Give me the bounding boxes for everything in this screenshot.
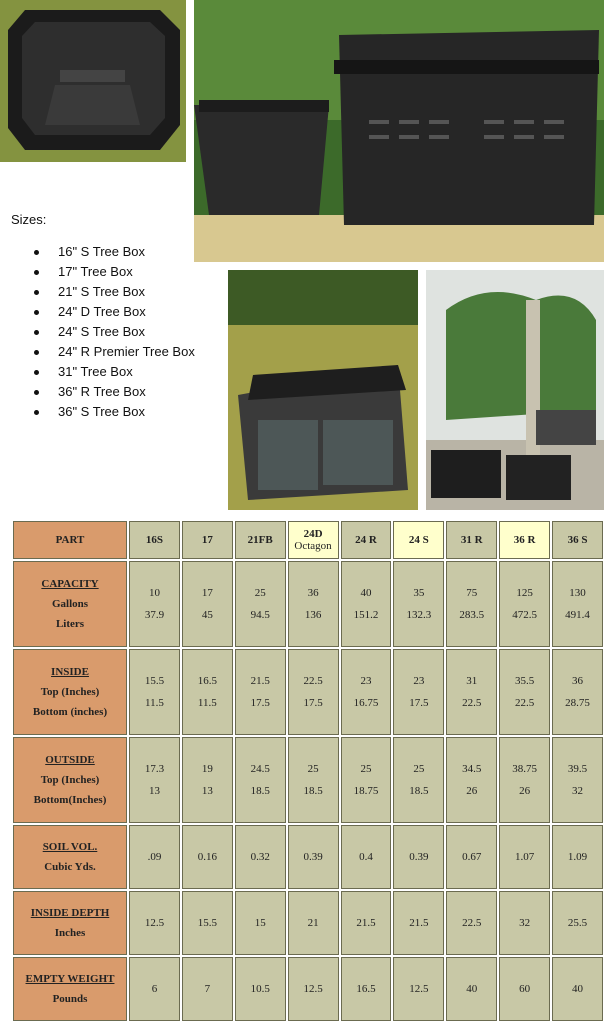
column-header: 21FB xyxy=(235,521,286,559)
tree-boxes-side-view-photo xyxy=(194,0,604,262)
list-item: 36" S Tree Box xyxy=(0,402,195,422)
table-cell: .09 xyxy=(129,825,180,889)
table-cell: 21.5 xyxy=(393,891,444,955)
table-cell: 40 xyxy=(552,957,603,1021)
table-cell: 39.5 32 xyxy=(552,737,603,823)
table-cell: 7 xyxy=(182,957,233,1021)
table-cell: 12.5 xyxy=(129,891,180,955)
tree-box-spec-table xyxy=(11,519,605,1023)
table-cell: 0.39 xyxy=(393,825,444,889)
tree-box-top-view-photo xyxy=(0,0,186,162)
row-sublabel: Top (Inches) xyxy=(40,686,100,698)
table-cell: 16.5 11.5 xyxy=(182,649,233,735)
table-row-depth xyxy=(13,891,603,955)
table-cell: 15 xyxy=(235,891,286,955)
table-cell: 22.5 xyxy=(446,891,497,955)
table-cell: 32 xyxy=(499,891,550,955)
table-cell: 36 28.75 xyxy=(552,649,603,735)
list-item: 24" R Premier Tree Box xyxy=(0,342,195,362)
row-sublabel: Liters xyxy=(55,618,85,630)
row-heading: OUTSIDE xyxy=(45,754,95,766)
table-cell: 12.5 xyxy=(288,957,339,1021)
column-header-24d xyxy=(288,521,339,559)
table-cell: 0.39 xyxy=(288,825,339,889)
weight-label xyxy=(13,957,127,1021)
table-cell: 17.3 13 xyxy=(129,737,180,823)
table-cell: 23 17.5 xyxy=(393,649,444,735)
list-item: 24" D Tree Box xyxy=(0,302,195,322)
row-heading: EMPTY WEIGHT xyxy=(25,973,115,985)
row-heading: SOIL VOL. xyxy=(42,841,98,853)
table-cell: 130 491.4 xyxy=(552,561,603,647)
sizes-list xyxy=(0,242,195,422)
table-cell: 6 xyxy=(129,957,180,1021)
table-cell: 21 xyxy=(288,891,339,955)
table-cell: 75 283.5 xyxy=(446,561,497,647)
inside-label xyxy=(13,649,127,735)
column-header-label: 24D xyxy=(303,528,323,540)
table-cell: 0.4 xyxy=(341,825,392,889)
table-header-row xyxy=(13,521,603,559)
column-header: 36 S xyxy=(552,521,603,559)
table-cell: 21.5 xyxy=(341,891,392,955)
tree-box-on-lawn-photo xyxy=(228,270,418,510)
table-cell: 25.5 xyxy=(552,891,603,955)
table-cell: 25 18.5 xyxy=(393,737,444,823)
table-row-capacity xyxy=(13,561,603,647)
table-row-weight xyxy=(13,957,603,1021)
column-header: 24 R xyxy=(341,521,392,559)
depth-label xyxy=(13,891,127,955)
list-item: 36" R Tree Box xyxy=(0,382,195,402)
column-header: 24 S xyxy=(393,521,444,559)
list-item: 16" S Tree Box xyxy=(0,242,195,262)
capacity-label xyxy=(13,561,127,647)
table-cell: 25 18.5 xyxy=(288,737,339,823)
table-cell: 17 45 xyxy=(182,561,233,647)
table-row-outside xyxy=(13,737,603,823)
table-cell: 25 18.75 xyxy=(341,737,392,823)
table-cell: 25 94.5 xyxy=(235,561,286,647)
row-sublabel: Top (Inches) xyxy=(40,774,100,786)
table-cell: 23 16.75 xyxy=(341,649,392,735)
column-header: 16S xyxy=(129,521,180,559)
column-header: 36 R xyxy=(499,521,550,559)
row-sublabel: Bottom (inches) xyxy=(32,706,108,718)
table-cell: 34.5 26 xyxy=(446,737,497,823)
table-cell: 0.67 xyxy=(446,825,497,889)
list-item: 24" S Tree Box xyxy=(0,322,195,342)
table-cell: 19 13 xyxy=(182,737,233,823)
table-cell: 15.5 11.5 xyxy=(129,649,180,735)
table-cell: 36 136 xyxy=(288,561,339,647)
table-cell: 40 xyxy=(446,957,497,1021)
table-cell: 21.5 17.5 xyxy=(235,649,286,735)
row-sublabel: Inches xyxy=(54,927,86,939)
table-cell: 125 472.5 xyxy=(499,561,550,647)
table-cell: 1.09 xyxy=(552,825,603,889)
row-sublabel: Bottom(Inches) xyxy=(33,794,107,806)
row-sublabel: Cubic Yds. xyxy=(44,861,96,873)
table-cell: 0.16 xyxy=(182,825,233,889)
table-row-inside xyxy=(13,649,603,735)
column-header-sub: Octagon xyxy=(294,540,332,552)
outside-label xyxy=(13,737,127,823)
row-sublabel: Gallons xyxy=(51,598,89,610)
table-cell: 60 xyxy=(499,957,550,1021)
column-header: 17 xyxy=(182,521,233,559)
table-cell: 15.5 xyxy=(182,891,233,955)
table-cell: 12.5 xyxy=(393,957,444,1021)
table-cell: 1.07 xyxy=(499,825,550,889)
table-cell: 0.32 xyxy=(235,825,286,889)
row-sublabel: Pounds xyxy=(52,993,88,1005)
part-header: PART xyxy=(13,521,127,559)
column-header: 31 R xyxy=(446,521,497,559)
list-item: 17" Tree Box xyxy=(0,262,195,282)
table-cell: 10.5 xyxy=(235,957,286,1021)
sizes-heading: Sizes: xyxy=(11,212,47,227)
list-item: 31" Tree Box xyxy=(0,362,195,382)
table-cell: 31 22.5 xyxy=(446,649,497,735)
list-item: 21" S Tree Box xyxy=(0,282,195,302)
table-cell: 38.75 26 xyxy=(499,737,550,823)
row-heading: INSIDE xyxy=(51,666,89,678)
potted-palm-trees-photo xyxy=(426,270,604,510)
table-row-soil xyxy=(13,825,603,889)
table-cell: 10 37.9 xyxy=(129,561,180,647)
row-heading: INSIDE DEPTH xyxy=(30,907,110,919)
table-cell: 35.5 22.5 xyxy=(499,649,550,735)
table-cell: 35 132.3 xyxy=(393,561,444,647)
soil-label xyxy=(13,825,127,889)
table-cell: 22.5 17.5 xyxy=(288,649,339,735)
table-cell: 16.5 xyxy=(341,957,392,1021)
table-cell: 40 151.2 xyxy=(341,561,392,647)
table-cell: 24.5 18.5 xyxy=(235,737,286,823)
row-heading: CAPACITY xyxy=(41,578,99,590)
